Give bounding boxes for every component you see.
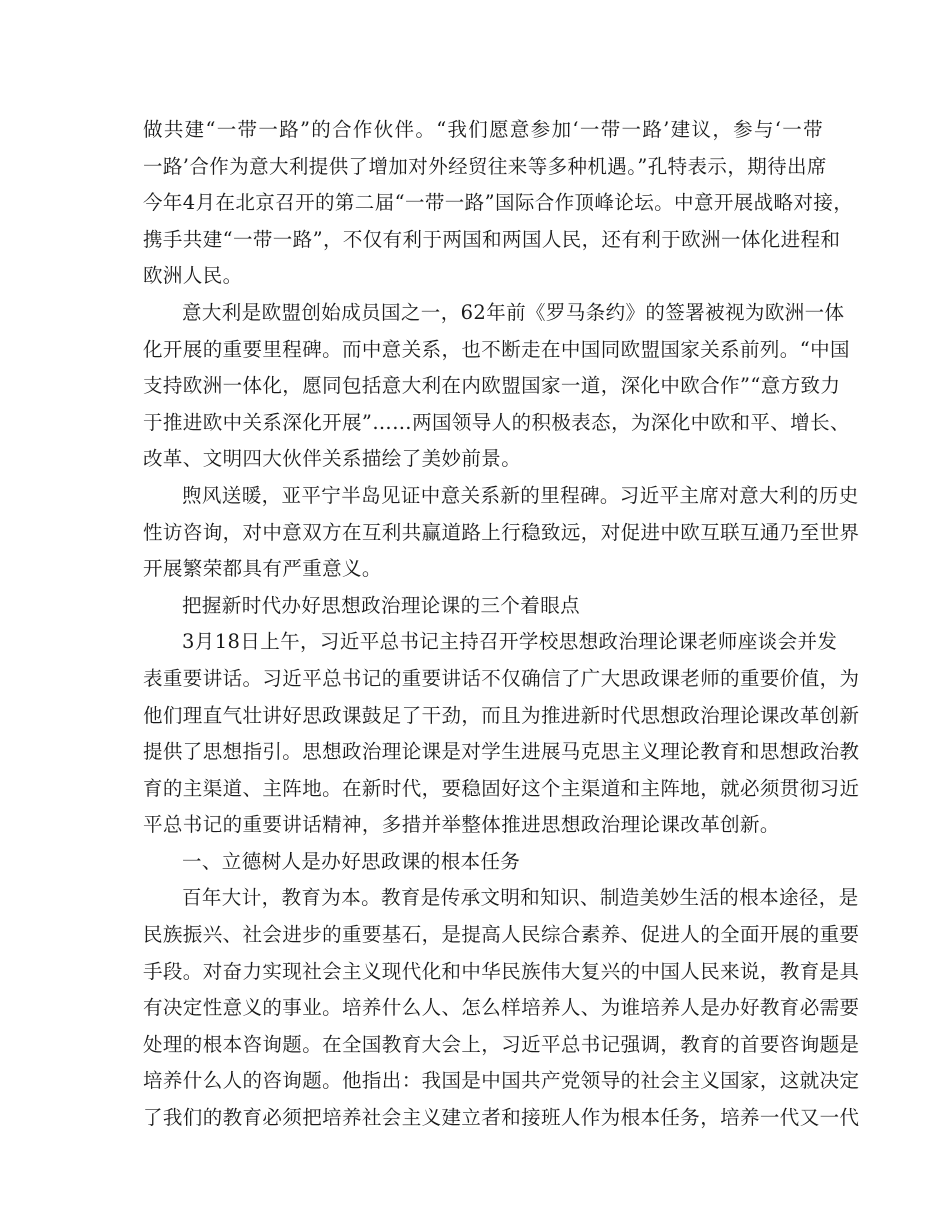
text-line: 欧洲人民。: [143, 264, 243, 288]
text-line: 化开展的重要里程碑。而中意关系，也不断走在中国同欧盟国家关系前列。“中国: [143, 337, 850, 361]
text-line: 性访咨询，对中意双方在互利共赢道路上行稳致远，对促进中欧互联互通乃至世界: [143, 520, 860, 544]
text-line: 他们理直气壮讲好思政课鼓足了干劲，而且为推进新时代思想政治理论课改革创新: [143, 703, 860, 727]
text-line: 今年4月在北京召开的第二届“一带一路”国际合作顶峰论坛。中意开展战略对接，: [143, 191, 854, 215]
text-line: 把握新时代办好思想政治理论课的三个着眼点: [182, 593, 581, 617]
text-line: 意大利是欧盟创始成员国之一，62年前《罗马条约》的签署被视为欧洲一体: [182, 300, 845, 324]
text-line: 开展繁荣都具有严重意义。: [143, 557, 382, 581]
text-line: 育的主渠道、主阵地。在新时代，要稳固好这个主渠道和主阵地，就必须贯彻习近: [143, 776, 860, 800]
text-line: 一路’合作为意大利提供了增加对外经贸往来等多种机遇。”孔特表示，期待出席: [143, 154, 827, 178]
text-line: 支持欧洲一体化，愿同包括意大利在内欧盟国家一道，深化中欧合作”“意方致力: [143, 374, 841, 398]
text-line: 提供了思想指引。思想政治理论课是对学生进展马克思主义理论教育和思想政治教: [143, 740, 860, 764]
text-line: 做共建“一带一路”的合作伙伴。“我们愿意参加‘一带一路’建议，参与‘一带: [143, 118, 823, 141]
text-line: 表重要讲话。习近平总书记的重要讲话不仅确信了广大思政课老师的重要价值，为: [143, 666, 860, 690]
document-body: [143, 112, 860, 1137]
text-line: 手段。对奋力实现社会主义现代化和中华民族伟大复兴的中国人民来说，教育是具: [143, 959, 860, 983]
text-line: 了我们的教育必须把培养社会主义建立者和接班人作为根本任务，培养一代又一代: [143, 1106, 860, 1130]
text-line: 民族振兴、社会进步的重要基石，是提高人民综合素养、促进人的全面开展的重要: [143, 923, 860, 947]
text-line: 3月18日上午，习近平总书记主持召开学校思想政治理论课老师座谈会并发: [182, 630, 838, 654]
text-line: 携手共建“一带一路”，不仅有利于两国和两国人民，还有利于欧洲一体化进程和: [143, 227, 841, 251]
text-line: 平总书记的重要讲话精神，多措并举整体推进思想政治理论课改革创新。: [143, 813, 780, 837]
text-line: 培养什么人的咨询题。他指出：我国是中国共产党领导的社会主义国家，这就决定: [143, 1069, 860, 1093]
text-line: 百年大计，教育为本。教育是传承文明和知识、制造美妙生活的根本途径，是: [182, 886, 859, 910]
text-line: 有决定性意义的事业。培养什么人、怎么样培养人、为谁培养人是办好教育必需要: [143, 996, 860, 1020]
text-line: 改革、文明四大伙伴关系描绘了美妙前景。: [143, 447, 522, 471]
text-line: 一、立德树人是办好思政课的根本任务: [182, 849, 521, 873]
text-line: 于推进欧中关系深化开展”……两国领导人的积极表态，为深化中欧和平、增长、: [143, 410, 850, 434]
text-line: 煦风送暖，亚平宁半岛见证中意关系新的里程碑。习近平主席对意大利的历史: [182, 483, 859, 507]
text-line: 处理的根本咨询题。在全国教育大会上，习近平总书记强调，教育的首要咨询题是: [143, 1032, 860, 1056]
